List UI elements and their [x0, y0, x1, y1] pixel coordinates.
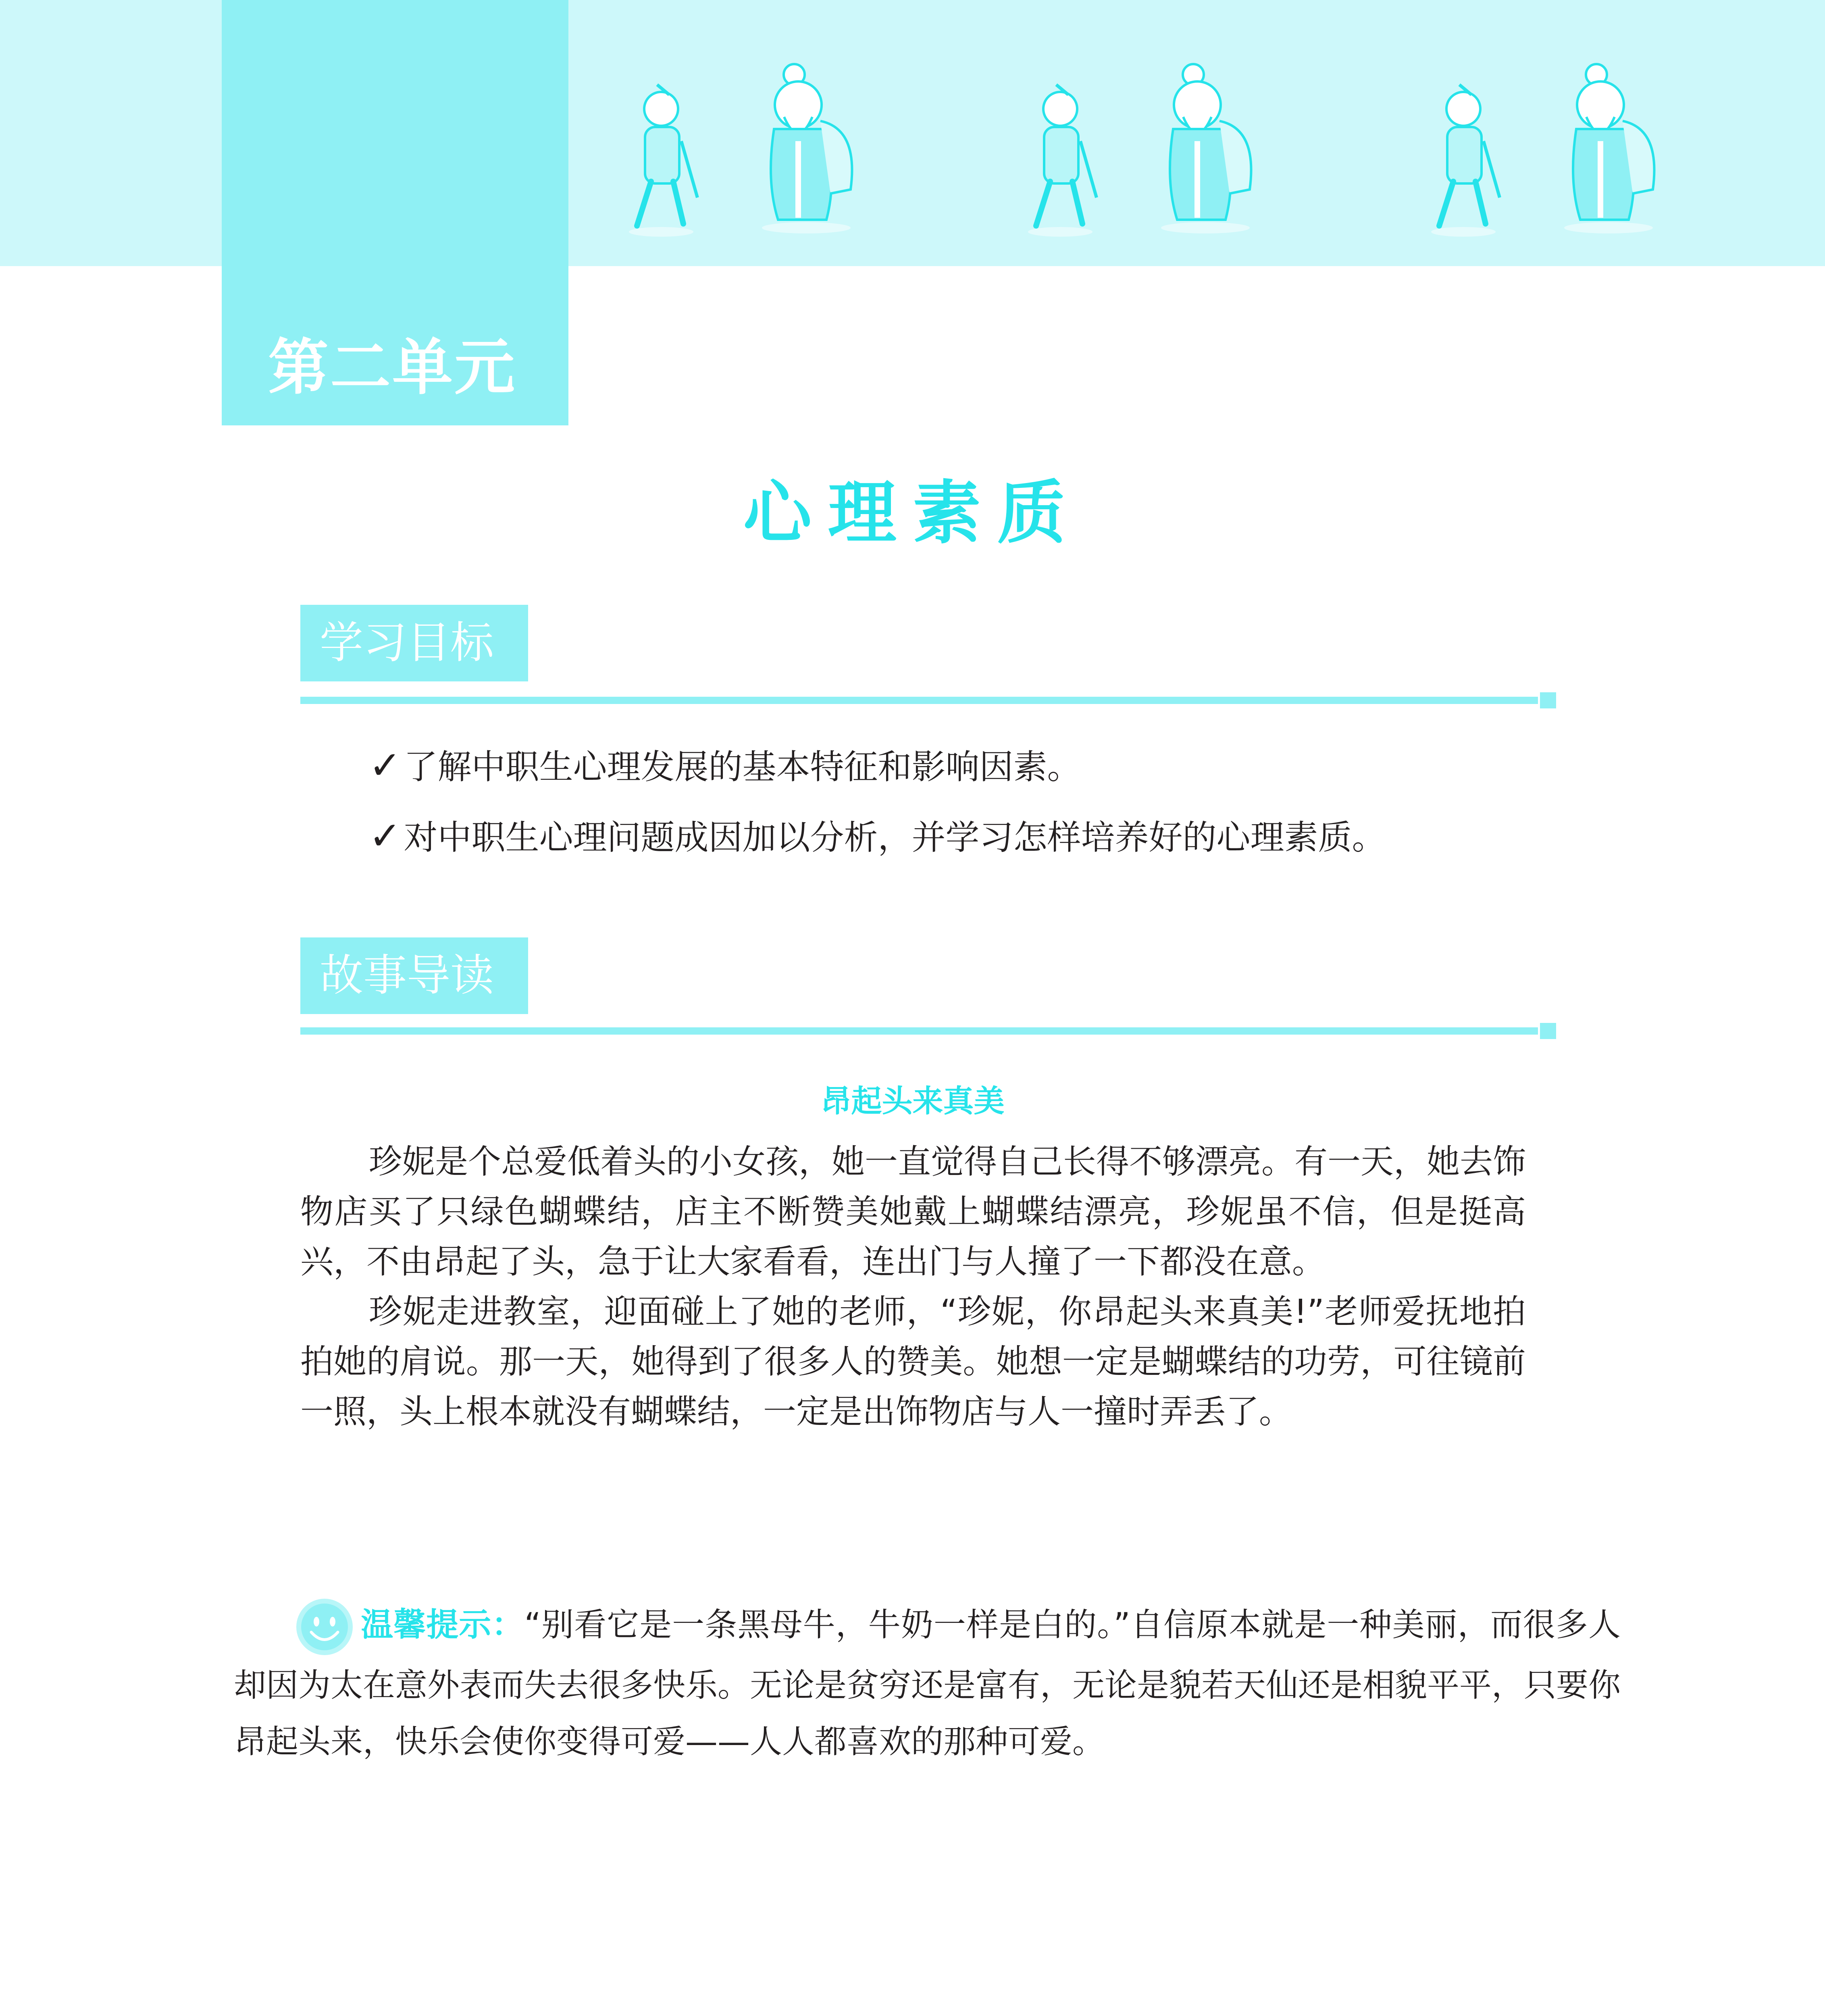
story-title: 昂起头来真美 [820, 1083, 1005, 1119]
section-tab-goals: 学习目标 [300, 605, 528, 681]
goal-text: 对中职生心理问题成因加以分析，并学习怎样培养好的心理素质。 [404, 818, 1386, 857]
boy-figure-illustration [613, 77, 710, 238]
tip-label: 温馨提示： [360, 1606, 524, 1643]
divider-end-marker [1540, 692, 1556, 708]
old-man-figure-illustration [746, 60, 867, 234]
story-paragraph: 珍妮是个总爱低着头的小女孩，她一直觉得自己长得不够漂亮。有一天，她去饰物店买了只绿色蝴蝶结，店主不断赞美她戴上蝴蝶结漂亮，珍妮虽不信，但是挺高兴，不由昂起了头，急于让大家看看，连出门与人撞了一下都没在意。 [300, 1143, 1526, 1281]
goal-item [369, 740, 1081, 789]
boy-figure-illustration [1415, 77, 1512, 238]
tip-block [234, 1597, 1621, 1770]
check-icon: ✓ [369, 813, 402, 858]
old-man-figure-illustration [1145, 60, 1266, 234]
unit-label: 第二单元 [268, 333, 517, 403]
smiley-face-icon [294, 1597, 355, 1657]
section-tab-story: 故事导读 [300, 937, 528, 1014]
story-paragraph: 珍妮走进教室，迎面碰上了她的老师，“珍妮，你昂起头来真美!”老师爱抚地拍拍她的肩说。那一天，她得到了很多人的赞美。她想一定是蝴蝶结的功劳，可往镜前一照，头上根本就没有蝴蝶结，一定是出饰物店与人一撞时弄丢了。 [300, 1293, 1526, 1431]
goal-text: 了解中职生心理发展的基本特征和影响因素。 [404, 747, 1081, 787]
story-body [300, 1137, 1526, 1437]
boy-figure-illustration [1012, 77, 1109, 238]
section-divider-goals [300, 697, 1538, 704]
divider-end-marker [1540, 1023, 1556, 1039]
tip-text: “别看它是一条黑母牛，牛奶一样是白的。”自信原本就是一种美丽，而很多人却因为太在意外表而失去很多快乐。无论是贫穷还是富有，无论是貌若天仙还是相貌平平，只要你昂起头来，快乐会使你变得可爱——人人都喜欢的那种可爱。 [234, 1606, 1621, 1761]
check-icon: ✓ [369, 743, 402, 788]
old-man-figure-illustration [1548, 60, 1669, 234]
chapter-title: 心理素质 [743, 473, 1082, 553]
goal-item [369, 810, 1386, 859]
section-divider-story [300, 1027, 1538, 1035]
